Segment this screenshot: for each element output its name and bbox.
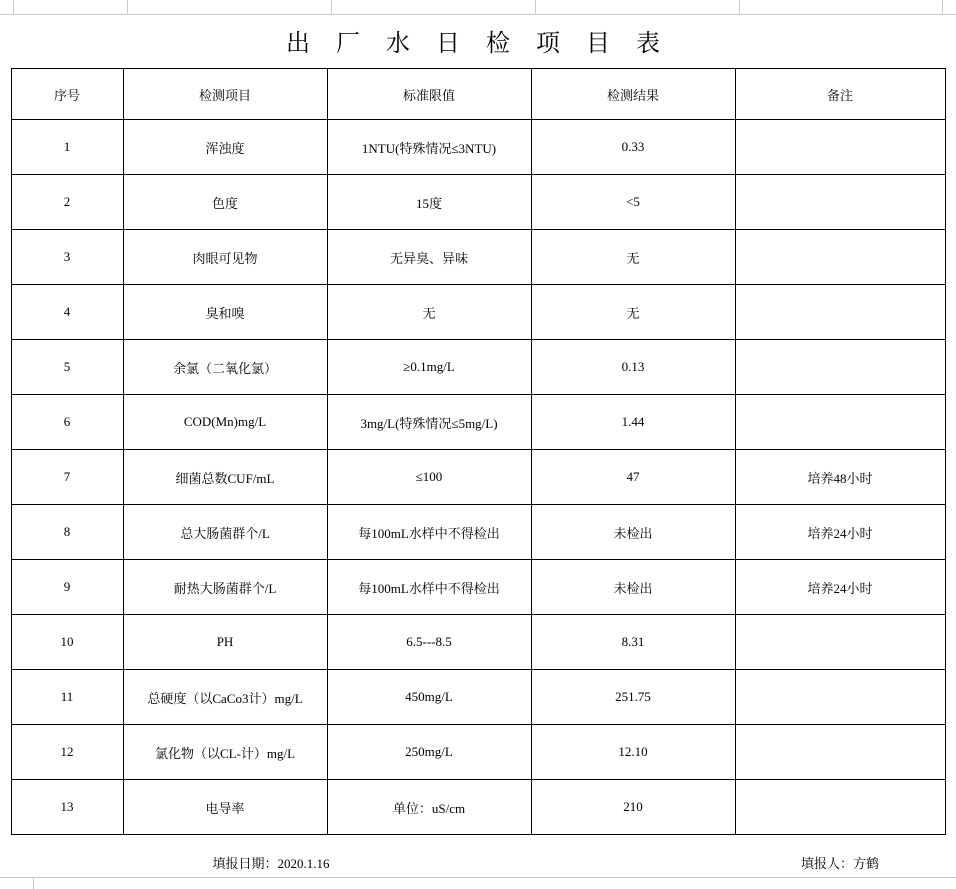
cell-result: 12.10 <box>531 725 735 780</box>
cell-result: 未检出 <box>531 560 735 615</box>
cell-no: 13 <box>11 780 123 835</box>
cell-standard: 450mg/L <box>327 670 531 725</box>
cell-no: 2 <box>11 175 123 230</box>
cell-note <box>735 230 945 285</box>
cell-result: 47 <box>531 450 735 505</box>
cell-item: 氯化物（以CL-计）mg/L <box>123 725 327 780</box>
cell-note <box>735 175 945 230</box>
table-header-row <box>11 69 945 120</box>
cell-note <box>735 120 945 175</box>
cell-no: 11 <box>11 670 123 725</box>
column-header-b[interactable] <box>128 0 332 14</box>
table-row <box>11 340 945 395</box>
spreadsheet-column-header-strip[interactable] <box>0 0 956 15</box>
cell-no: 10 <box>11 615 123 670</box>
column-header-a[interactable] <box>14 0 128 14</box>
cell-standard: 单位：uS/cm <box>327 780 531 835</box>
table-row <box>11 230 945 285</box>
column-header-c[interactable] <box>332 0 536 14</box>
cell-standard: 无异臭、异味 <box>327 230 531 285</box>
column-header-d[interactable] <box>536 0 740 14</box>
table-row <box>11 175 945 230</box>
sheet-tab-strip[interactable] <box>0 877 956 889</box>
cell-standard: 6.5---8.5 <box>327 615 531 670</box>
table-row <box>11 615 945 670</box>
column-header-e[interactable] <box>740 0 943 14</box>
table-row <box>11 780 945 835</box>
cell-no: 3 <box>11 230 123 285</box>
column-header-corner[interactable] <box>0 0 14 14</box>
cell-standard: 15度 <box>327 175 531 230</box>
reporter-name: 填报人：方鹤 <box>800 855 879 871</box>
cell-item: 浑浊度 <box>123 120 327 175</box>
cell-note <box>735 615 945 670</box>
header-cell-note: 备注 <box>735 69 945 120</box>
cell-item: 余氯（二氧化氯） <box>123 340 327 395</box>
cell-result: 210 <box>531 780 735 835</box>
cell-result: 251.75 <box>531 670 735 725</box>
table-row <box>11 285 945 340</box>
header-cell-result: 检测结果 <box>531 69 735 120</box>
cell-item: 臭和嗅 <box>123 285 327 340</box>
header-cell-standard: 标准限值 <box>327 69 531 120</box>
table-row <box>11 725 945 780</box>
cell-no: 7 <box>11 450 123 505</box>
cell-result: <5 <box>531 175 735 230</box>
cell-no: 4 <box>11 285 123 340</box>
cell-note: 培养48小时 <box>735 450 945 505</box>
cell-item: 色度 <box>123 175 327 230</box>
cell-note <box>735 670 945 725</box>
table-row <box>11 560 945 615</box>
cell-item: 总大肠菌群个/L <box>123 505 327 560</box>
sheet-tab[interactable] <box>0 878 34 889</box>
cell-result: 0.13 <box>531 340 735 395</box>
cell-standard: ≥0.1mg/L <box>327 340 531 395</box>
cell-note: 培养24小时 <box>735 505 945 560</box>
cell-note <box>735 285 945 340</box>
page-title: 出 厂 水 日 检 项 目 表 <box>286 31 670 57</box>
cell-result: 无 <box>531 285 735 340</box>
cell-standard: 250mg/L <box>327 725 531 780</box>
cell-item: 电导率 <box>123 780 327 835</box>
cell-item: 肉眼可见物 <box>123 230 327 285</box>
cell-item: 耐热大肠菌群个/L <box>123 560 327 615</box>
table-row <box>11 505 945 560</box>
cell-no: 1 <box>11 120 123 175</box>
report-page <box>0 15 956 889</box>
cell-standard: 无 <box>327 285 531 340</box>
cell-result: 未检出 <box>531 505 735 560</box>
header-cell-no: 序号 <box>11 69 123 120</box>
cell-result: 无 <box>531 230 735 285</box>
column-header-f[interactable] <box>943 0 956 14</box>
cell-result: 8.31 <box>531 615 735 670</box>
water-quality-table <box>11 68 946 835</box>
report-date: 填报日期：2020.1.16 <box>212 855 330 871</box>
cell-item: 细菌总数CUF/mL <box>123 450 327 505</box>
cell-no: 5 <box>11 340 123 395</box>
cell-note: 培养24小时 <box>735 560 945 615</box>
cell-result: 0.33 <box>531 120 735 175</box>
cell-item: COD(Mn)mg/L <box>123 395 327 450</box>
cell-item: PH <box>123 615 327 670</box>
cell-standard: 3mg/L(特殊情况≤5mg/L) <box>327 395 531 450</box>
cell-item: 总硬度（以CaCo3计）mg/L <box>123 670 327 725</box>
table-row <box>11 450 945 505</box>
table-row <box>11 395 945 450</box>
cell-standard: 每100mL水样中不得检出 <box>327 560 531 615</box>
cell-no: 8 <box>11 505 123 560</box>
cell-note <box>735 395 945 450</box>
cell-note <box>735 780 945 835</box>
cell-standard: ≤100 <box>327 450 531 505</box>
cell-no: 6 <box>11 395 123 450</box>
table-row <box>11 120 945 175</box>
cell-result: 1.44 <box>531 395 735 450</box>
cell-standard: 1NTU(特殊情况≤3NTU) <box>327 120 531 175</box>
cell-no: 12 <box>11 725 123 780</box>
cell-note <box>735 725 945 780</box>
cell-standard: 每100mL水样中不得检出 <box>327 505 531 560</box>
header-cell-item: 检测项目 <box>123 69 327 120</box>
table-row <box>11 670 945 725</box>
cell-no: 9 <box>11 560 123 615</box>
cell-note <box>735 340 945 395</box>
